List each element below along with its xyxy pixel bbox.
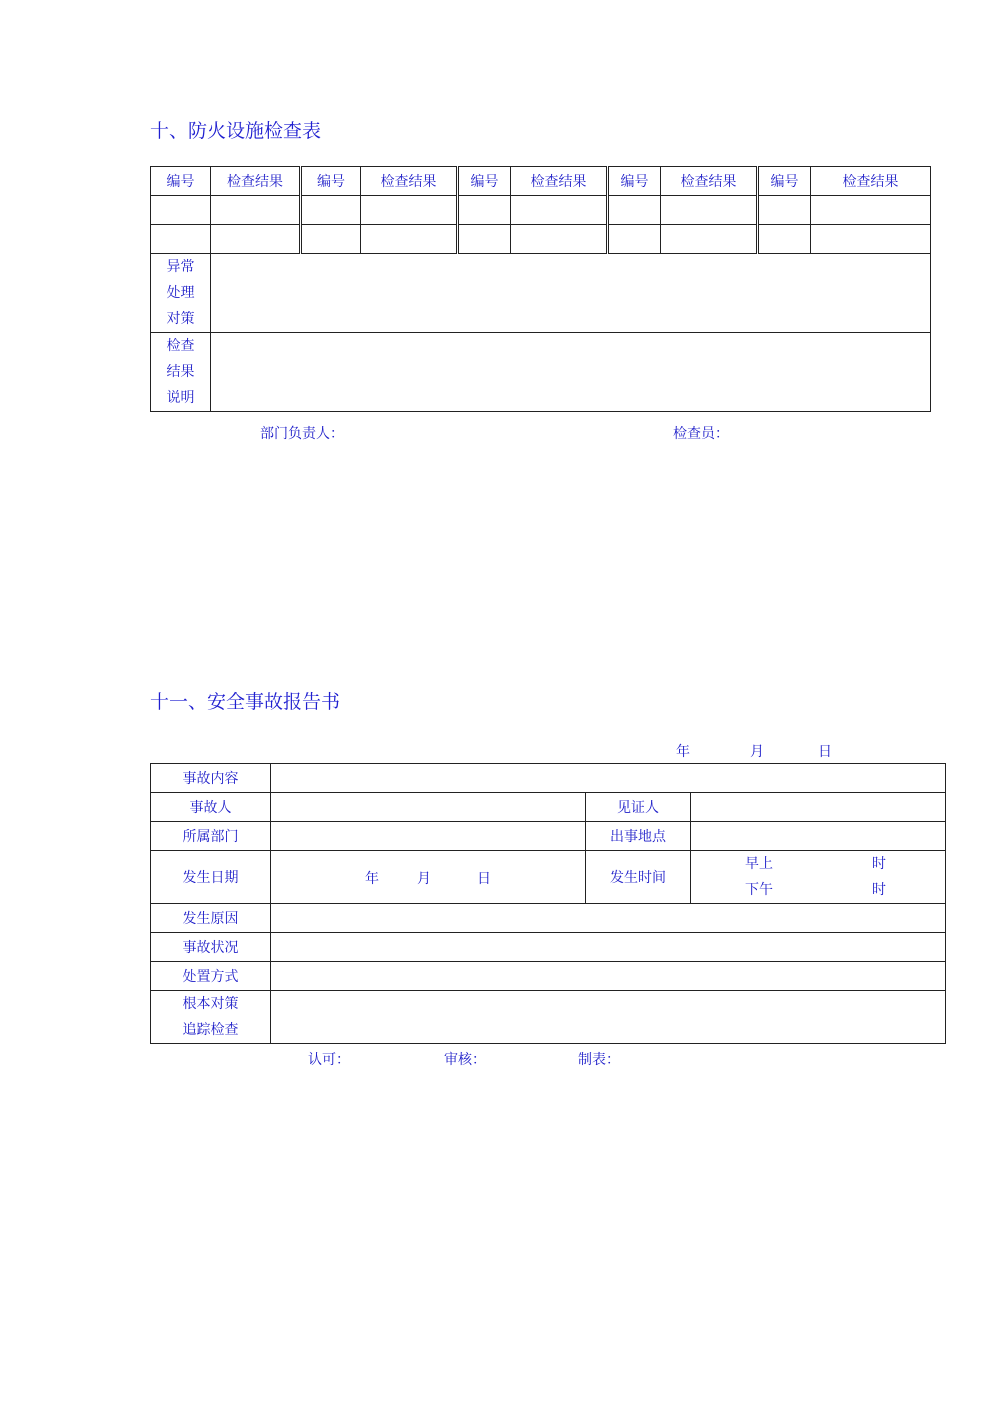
witness-field[interactable] — [691, 793, 946, 822]
witness-label: 见证人 — [586, 793, 691, 822]
location-field[interactable] — [691, 822, 946, 851]
cell-num[interactable] — [301, 225, 361, 254]
time-field[interactable] — [691, 851, 946, 904]
cell-result[interactable] — [361, 225, 458, 254]
inspector-label: 检查员： — [673, 426, 729, 442]
cell-num[interactable] — [458, 225, 511, 254]
pm-label: 下午 — [745, 882, 773, 898]
header-result: 检查结果 — [661, 167, 758, 196]
cell-result[interactable] — [661, 196, 758, 225]
header-num: 编号 — [608, 167, 661, 196]
cell-result[interactable] — [211, 196, 301, 225]
result-label-line: 说明 — [166, 390, 195, 406]
table-row — [151, 851, 946, 904]
header-result: 检查结果 — [511, 167, 608, 196]
approve-label: 认可： — [308, 1052, 350, 1068]
fire-facility-check-table — [150, 166, 931, 412]
table-row — [151, 793, 946, 822]
department-label: 所属部门 — [151, 822, 271, 851]
table-row — [151, 904, 946, 933]
maker-label: 制表： — [578, 1052, 620, 1068]
status-label: 事故状况 — [151, 933, 271, 962]
date-field[interactable] — [271, 851, 586, 904]
date-year-label: 年 — [676, 744, 690, 760]
header-result: 检查结果 — [211, 167, 301, 196]
person-label: 事故人 — [151, 793, 271, 822]
am-label: 早上 — [745, 856, 773, 872]
cell-num[interactable] — [608, 196, 661, 225]
section-10-title: 十、防火设施检查表 — [150, 120, 322, 142]
pm-hour-label: 时 — [872, 882, 886, 898]
result-explain-row — [151, 333, 931, 412]
status-field[interactable] — [271, 933, 946, 962]
content-field[interactable] — [271, 764, 946, 793]
department-field[interactable] — [271, 822, 586, 851]
cell-result[interactable] — [511, 225, 608, 254]
date-field-year: 年 — [365, 871, 379, 887]
header-num: 编号 — [758, 167, 811, 196]
dept-head-label: 部门负责人： — [260, 426, 344, 442]
header-num: 编号 — [151, 167, 211, 196]
handling-label: 处置方式 — [151, 962, 271, 991]
cell-num[interactable] — [301, 196, 361, 225]
content-label: 事故内容 — [151, 764, 271, 793]
date-day-label: 日 — [818, 744, 832, 760]
table-row — [151, 225, 931, 254]
time-label: 发生时间 — [586, 851, 691, 904]
table-row — [151, 933, 946, 962]
handling-field[interactable] — [271, 962, 946, 991]
table-header-row — [151, 167, 931, 196]
table-row — [151, 962, 946, 991]
result-label-line: 检查 — [166, 338, 195, 354]
cell-num[interactable] — [608, 225, 661, 254]
cell-result[interactable] — [211, 225, 301, 254]
measure-field[interactable] — [271, 991, 946, 1044]
table-row — [151, 764, 946, 793]
table-row — [151, 196, 931, 225]
result-label-line: 结果 — [166, 364, 195, 380]
abnormal-label — [151, 254, 211, 333]
cell-num[interactable] — [758, 196, 811, 225]
measure-label-line: 追踪检查 — [182, 1022, 239, 1038]
measure-label-line: 根本对策 — [182, 996, 239, 1012]
review-label: 审核： — [444, 1052, 486, 1068]
accident-report-table — [150, 763, 946, 1044]
cell-num[interactable] — [758, 225, 811, 254]
location-label: 出事地点 — [586, 822, 691, 851]
header-num: 编号 — [301, 167, 361, 196]
header-num: 编号 — [458, 167, 511, 196]
date-field-month: 月 — [417, 871, 431, 887]
abnormal-content[interactable] — [211, 254, 931, 333]
cell-result[interactable] — [661, 225, 758, 254]
cause-label: 发生原因 — [151, 904, 271, 933]
result-explain-content[interactable] — [211, 333, 931, 412]
table-row — [151, 822, 946, 851]
table-row — [151, 991, 946, 1044]
header-result: 检查结果 — [811, 167, 931, 196]
date-label: 发生日期 — [151, 851, 271, 904]
cell-num[interactable] — [458, 196, 511, 225]
person-field[interactable] — [271, 793, 586, 822]
abnormal-label-line: 对策 — [166, 311, 195, 327]
time-pm-line — [691, 877, 945, 903]
cell-result[interactable] — [811, 225, 931, 254]
date-field-day: 日 — [477, 871, 491, 887]
abnormal-label-line: 处理 — [166, 285, 195, 301]
cell-result[interactable] — [361, 196, 458, 225]
cell-num[interactable] — [151, 196, 211, 225]
header-result: 检查结果 — [361, 167, 458, 196]
measure-label — [151, 991, 271, 1044]
result-explain-label — [151, 333, 211, 412]
cell-result[interactable] — [511, 196, 608, 225]
time-am-line — [691, 851, 945, 877]
am-hour-label: 时 — [872, 856, 886, 872]
cell-num[interactable] — [151, 225, 211, 254]
abnormal-label-line: 异常 — [166, 259, 195, 275]
section-11-title: 十一、安全事故报告书 — [150, 691, 341, 713]
cause-field[interactable] — [271, 904, 946, 933]
abnormal-row — [151, 254, 931, 333]
date-month-label: 月 — [750, 744, 764, 760]
cell-result[interactable] — [811, 196, 931, 225]
